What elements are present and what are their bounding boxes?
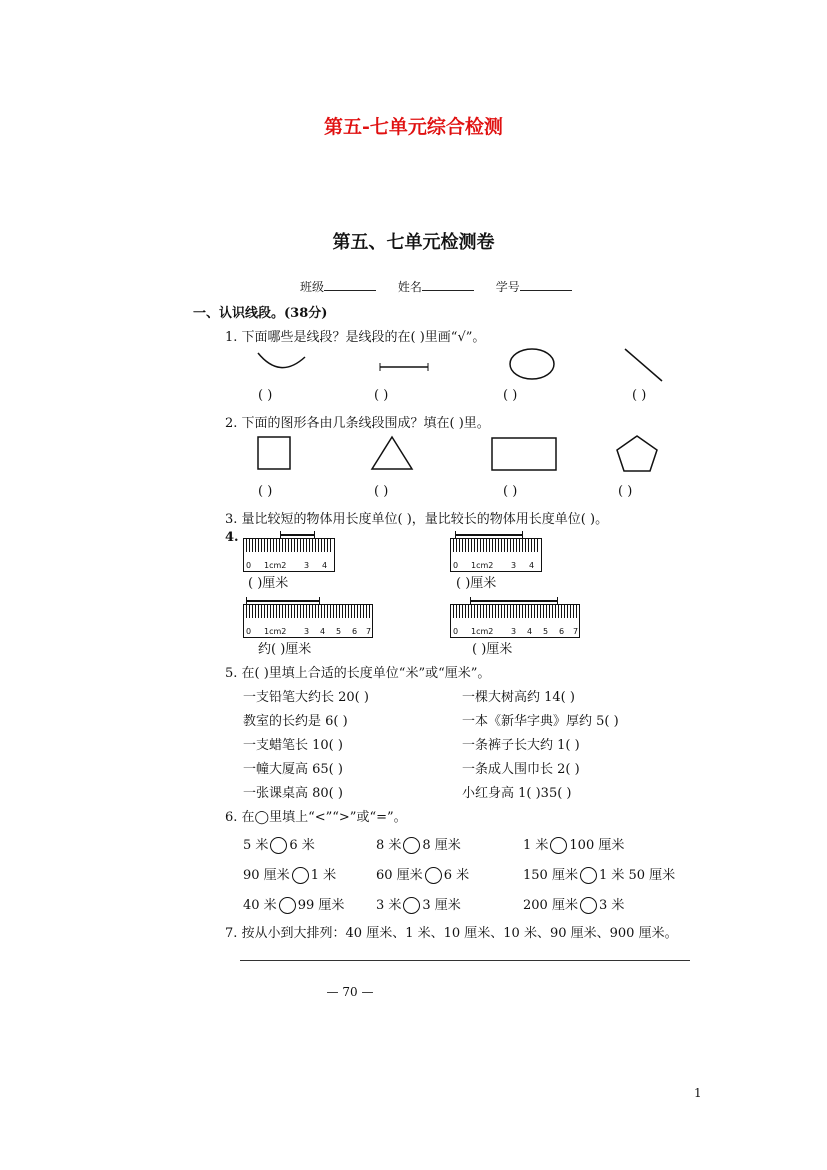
answer-paren[interactable]: ( ) [632, 388, 647, 403]
compare-item: 3 米 3 厘米 [376, 898, 461, 913]
curve-figure [258, 353, 305, 368]
pentagon-figure [617, 436, 657, 471]
compare-circle[interactable] [580, 897, 597, 914]
compare-circle[interactable] [270, 837, 287, 854]
compare-circle[interactable] [580, 867, 597, 884]
answer-paren[interactable]: ( ) [618, 484, 633, 499]
ray-figure [625, 349, 662, 381]
segment-figure [380, 363, 428, 371]
ruler-answer[interactable]: ( )厘米 [248, 576, 289, 591]
number-label: 学号 [495, 280, 520, 294]
ruler: 0 1cm2 3 4 [450, 538, 542, 572]
fill-item[interactable]: 一本《新华字典》厚约 5( ) [462, 714, 619, 729]
class-blank[interactable] [324, 290, 376, 291]
measure-bracket [455, 534, 523, 536]
class-label: 班级 [300, 280, 325, 294]
worksheet-title: 第五、七单元检测卷 [332, 232, 495, 253]
fill-item[interactable]: 一棵大树高约 14( ) [462, 690, 575, 705]
compare-circle[interactable] [550, 837, 567, 854]
fill-item[interactable]: 一幢大厦高 65( ) [243, 762, 343, 777]
ruler: 0 1cm2 3 4 [243, 538, 335, 572]
fill-item[interactable]: 小红身高 1( )35( ) [462, 786, 572, 801]
scan-page-number: — 70 — [326, 985, 374, 999]
compare-item: 150 厘米 1 米 50 厘米 [523, 868, 676, 883]
ellipse-figure [510, 349, 554, 379]
name-blank[interactable] [422, 290, 474, 291]
ruler-answer[interactable]: ( )厘米 [472, 642, 513, 657]
q1-figures [250, 345, 680, 385]
compare-item: 200 厘米 3 米 [523, 898, 625, 913]
ruler-answer[interactable]: ( )厘米 [456, 576, 497, 591]
compare-item: 5 米 6 米 [243, 838, 315, 853]
fill-item[interactable]: 一支铅笔大约长 20( ) [243, 690, 369, 705]
fill-item[interactable]: 一支蜡笔长 10( ) [243, 738, 343, 753]
ruler: 0 1cm2 3 4 5 6 7 [450, 604, 580, 638]
compare-circle[interactable] [425, 867, 442, 884]
measure-bracket [246, 600, 320, 602]
compare-item: 1 米 100 厘米 [523, 838, 625, 853]
ruler-answer[interactable]: 约( )厘米 [258, 642, 312, 657]
measure-bracket [470, 600, 558, 602]
fill-item[interactable]: 一条成人围巾长 2( ) [462, 762, 580, 777]
answer-paren[interactable]: ( ) [258, 388, 273, 403]
answer-line[interactable] [240, 960, 690, 961]
answer-paren[interactable]: ( ) [374, 388, 389, 403]
fill-item[interactable]: 一张课桌高 80( ) [243, 786, 343, 801]
compare-circle[interactable] [292, 867, 309, 884]
q2-figures [250, 433, 670, 475]
question-7: 7. 按从小到大排列：40 厘米、1 米、10 厘米、10 米、90 厘米、900 厘米。 [225, 926, 678, 941]
question-5: 5. 在( )里填上合适的长度单位“米”或“厘米”。 [225, 666, 491, 681]
answer-paren[interactable]: ( ) [374, 484, 389, 499]
ruler: 0 1cm2 3 4 5 6 7 [243, 604, 373, 638]
compare-circle[interactable] [403, 837, 420, 854]
fill-item[interactable]: 教室的长约是 6( ) [243, 714, 348, 729]
square-figure [258, 437, 290, 469]
page-title: 第五-七单元综合检测 [324, 116, 503, 138]
question-3: 3. 量比较短的物体用长度单位( )，量比较长的物体用长度单位( )。 [225, 512, 609, 527]
compare-circle[interactable] [279, 897, 296, 914]
rectangle-figure [492, 438, 556, 470]
answer-paren[interactable]: ( ) [503, 484, 518, 499]
question-6: 6. 在◯里填上“<”“>”或“=”。 [225, 810, 407, 825]
compare-item: 60 厘米 6 米 [376, 868, 470, 883]
section-heading: 一、认识线段。(38分) [193, 306, 328, 321]
fill-item[interactable]: 一条裤子长大约 1( ) [462, 738, 580, 753]
measure-bracket [280, 534, 315, 536]
page-number: 1 [694, 1086, 702, 1100]
compare-item: 40 米 99 厘米 [243, 898, 345, 913]
name-label: 姓名 [397, 280, 422, 294]
question-1: 1. 下面哪些是线段？是线段的在( )里画“√”。 [225, 330, 486, 345]
compare-circle[interactable] [403, 897, 420, 914]
triangle-figure [372, 437, 412, 469]
student-info [300, 278, 590, 295]
compare-item: 90 厘米 1 米 [243, 868, 337, 883]
answer-paren[interactable]: ( ) [503, 388, 518, 403]
answer-paren[interactable]: ( ) [258, 484, 273, 499]
number-blank[interactable] [520, 290, 572, 291]
question-2: 2. 下面的图形各由几条线段围成？填在( )里。 [225, 416, 490, 431]
question-4: 4. [225, 530, 239, 545]
compare-item: 8 米 8 厘米 [376, 838, 461, 853]
